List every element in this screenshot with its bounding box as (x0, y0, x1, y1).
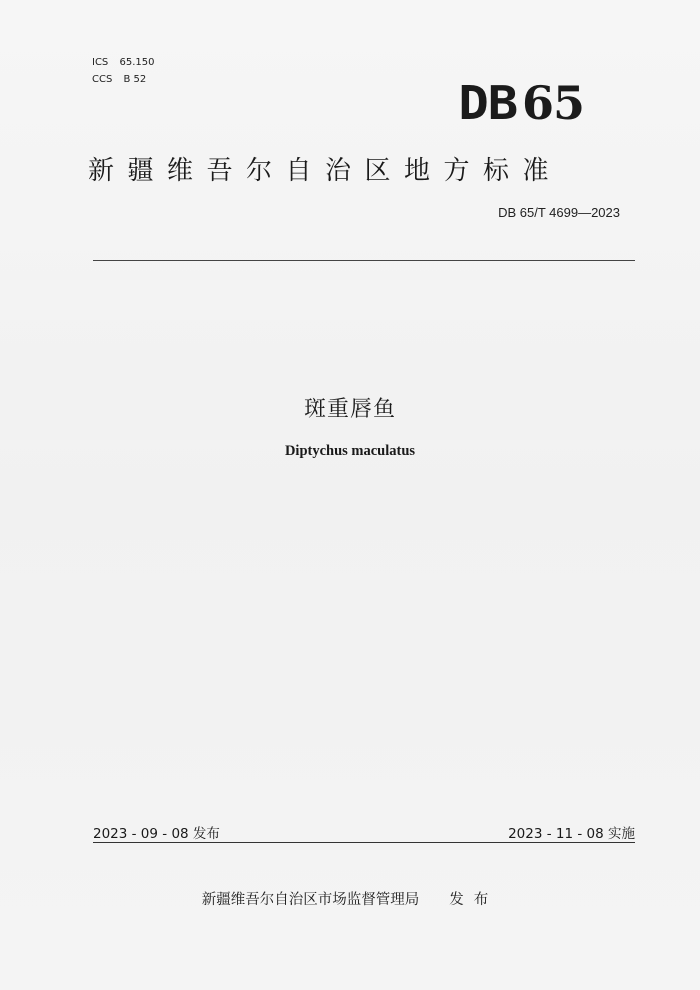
db-logo (457, 76, 584, 130)
header-divider (93, 260, 635, 261)
standard-number: DB 65/T 4699—2023 (498, 205, 620, 220)
ccs-code: B 52 (123, 74, 147, 85)
publisher-name: 新疆维吾尔自治区市场监督管理局 (201, 892, 420, 908)
db-logo-number: 65 (521, 76, 584, 130)
ccs-row (92, 71, 154, 88)
ics-code: 65.150 (119, 57, 155, 68)
footer-divider (93, 842, 635, 843)
document-title-latin: Diptychus maculatus (284, 443, 416, 459)
publisher-verb: 发布 (449, 892, 499, 908)
issue-date: 2023 - 09 - 08 发布 (93, 826, 220, 842)
document-title-chinese: 斑重唇鱼 (303, 397, 396, 422)
ics-label: ICS (92, 57, 109, 68)
ccs-label: CCS (92, 74, 113, 85)
standard-type-title: 新疆维吾尔自治区地方标准 (88, 156, 563, 186)
publisher-row (0, 888, 700, 909)
classification-codes (92, 54, 154, 88)
ics-row (92, 54, 154, 71)
db-logo-letters: DB (457, 76, 517, 130)
implementation-date: 2023 - 11 - 08 实施 (508, 826, 635, 842)
